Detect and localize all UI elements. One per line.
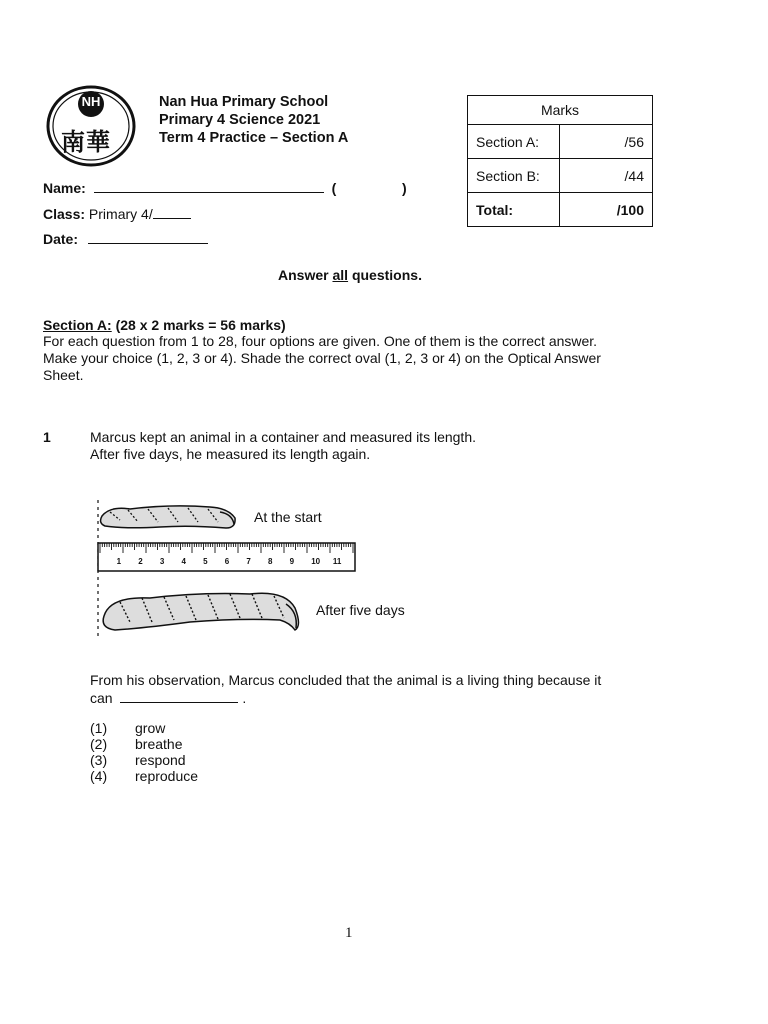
marks-table-row: [468, 159, 653, 193]
subject-year: Primary 4 Science 2021: [159, 112, 321, 128]
ruler-number: 8: [267, 557, 273, 566]
question-stem-line: After five days, he measured its length again.: [90, 446, 371, 462]
caterpillar-after-icon: [103, 593, 298, 630]
option-number: (3): [90, 752, 108, 768]
marks-table-row: [468, 125, 653, 159]
question-prompt: [90, 672, 710, 707]
logo-chinese-text: 南華: [61, 128, 111, 156]
marks-row-value: /44: [560, 159, 653, 193]
date-field-row: [43, 229, 208, 247]
class-label: Class:: [43, 206, 86, 222]
section-a-title: Section A:: [43, 317, 112, 333]
instruction-line: Sheet.: [43, 367, 84, 383]
prompt-blank: [120, 689, 238, 703]
section-a-heading: [43, 317, 286, 334]
option-text: breathe: [135, 736, 183, 752]
option-item[interactable]: [90, 768, 198, 784]
prompt-line: From his observation, Marcus concluded that the animal is a living thing because it: [90, 672, 602, 688]
instruction-line: For each question from 1 to 28, four options are given. One of them is the correct answer.: [43, 333, 598, 349]
marks-row-label: Section A:: [468, 125, 560, 159]
class-blank[interactable]: [153, 204, 191, 219]
instruction-line: Make your choice (1, 2, 3 or 4). Shade the correct oval (1, 2, 3 or 4) on the Optical Answer: [43, 350, 601, 366]
ruler-number: 10: [311, 557, 321, 566]
date-blank[interactable]: [88, 229, 208, 244]
logo-emblem-text: NH: [81, 94, 101, 109]
label-after-five-days: After five days: [316, 602, 405, 618]
marks-table-header-row: [468, 96, 653, 125]
caterpillar-start-icon: [101, 506, 236, 528]
marks-row-label: Total:: [468, 193, 560, 227]
section-a-instructions: [43, 333, 683, 384]
question-stem-line: Marcus kept an animal in a container and measured its length.: [90, 429, 476, 445]
option-number: (1): [90, 720, 108, 736]
answer-all-instruction: [0, 267, 700, 283]
prompt-end: .: [242, 690, 247, 706]
option-item[interactable]: [90, 736, 198, 752]
index-paren-open: (: [331, 180, 337, 196]
ruler-number: 9: [289, 557, 295, 566]
option-number: (4): [90, 768, 108, 784]
school-name: Nan Hua Primary School: [159, 94, 329, 110]
index-paren-close: ): [402, 180, 407, 196]
marks-table-header: Marks: [468, 96, 653, 125]
ruler-number: 1: [116, 557, 122, 566]
options-list: [90, 720, 198, 784]
name-label: Name:: [43, 180, 86, 196]
marks-row-value: /100: [560, 193, 653, 227]
prompt-can: can: [90, 690, 113, 706]
name-field-row: [43, 178, 407, 196]
instruction-underlined: all: [332, 267, 349, 283]
option-text: grow: [135, 720, 166, 736]
ruler-number: 2: [138, 557, 143, 566]
option-text: respond: [135, 752, 186, 768]
ruler-number: 5: [203, 557, 208, 566]
option-text: reproduce: [135, 768, 199, 784]
ruler-number: 3: [159, 557, 165, 566]
option-item[interactable]: [90, 752, 198, 768]
option-number: (2): [90, 736, 108, 752]
ruler-number: 6: [224, 557, 230, 566]
instruction-pre: Answer: [278, 267, 333, 283]
question-number: 1: [43, 429, 51, 445]
question-stem: [90, 429, 690, 463]
instruction-post: questions.: [348, 267, 422, 283]
ruler-number: 11: [332, 557, 342, 566]
name-blank[interactable]: [94, 178, 324, 193]
header-title-block: [159, 93, 348, 147]
ruler-number: 4: [181, 557, 186, 566]
section-a-marks-note: (28 x 2 marks = 56 marks): [111, 317, 286, 333]
class-field-row: [43, 204, 191, 222]
class-prefix: Primary 4/: [88, 206, 153, 222]
marks-table: [467, 95, 653, 227]
marks-row-label: Section B:: [468, 159, 560, 193]
marks-row-value: /56: [560, 125, 653, 159]
prompt-line-2: [90, 689, 710, 707]
school-logo: [45, 84, 137, 168]
marks-table-row: [468, 193, 653, 227]
option-item[interactable]: [90, 720, 198, 736]
date-label: Date:: [43, 231, 79, 247]
paper-title: Term 4 Practice – Section A: [159, 130, 349, 146]
ruler-number: 7: [246, 557, 251, 566]
label-at-start: At the start: [254, 509, 322, 525]
page-number: 1: [345, 925, 353, 941]
